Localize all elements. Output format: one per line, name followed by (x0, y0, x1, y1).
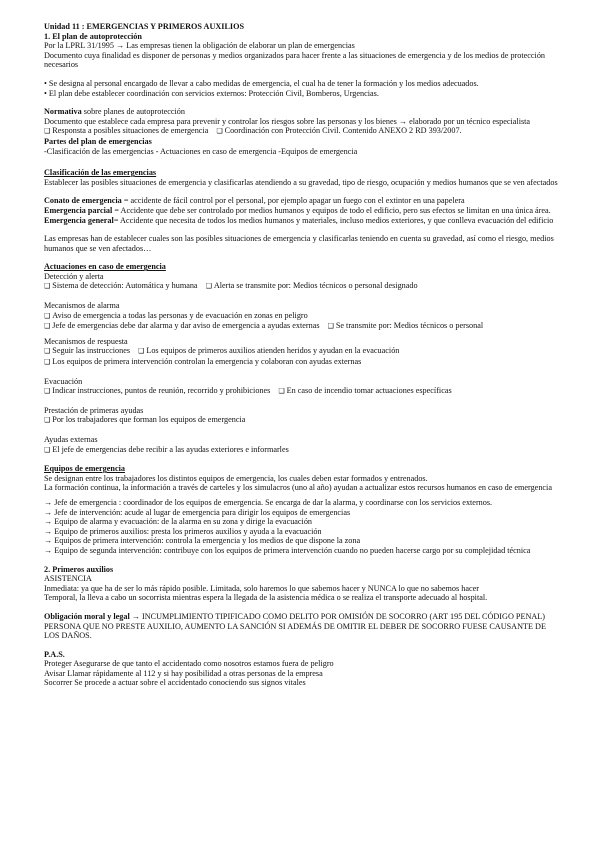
parcial-line (44, 206, 560, 216)
normativa-line-1: Documento que establece cada empresa para prevenir y controlar los riesgos sobre las personas y los bienes → elaborado por un técnico especialista (44, 116, 531, 126)
clasificacion-line-1: Establecer las posibles situaciones de emergencia y clasificarlas atendiendo a su gravedad, tipo de riesgo, ocupación y medios humanos que se ven afectados (44, 177, 558, 187)
obligacion-line (44, 612, 560, 641)
ayudas-box-1: ❑ El jefe de emergencias debe recibir a las ayudas exteriores e informarles (44, 445, 560, 456)
actuaciones-heading: Actuaciones en caso de emergencia (44, 262, 166, 272)
normativa-rest: sobre planes de autoprotección (81, 107, 185, 117)
normativa-box-2: ❑ Coordinación con Protección Civil. Contenido ANEXO 2 RD 393/2007. (216, 126, 461, 135)
deteccion-box-1: ❑ Sistema de detección: Automática y humana (44, 281, 198, 290)
equipos-item: → Jefe de intervención: acude al lugar de emergencia para dirigir los equipos de emergencias (44, 507, 351, 517)
respuesta-box-2: ❑ Los equipos de primeros auxilios atienden heridos y ayudan en la evacuación (138, 346, 399, 355)
evacuacion-box-2: ❑ En caso de incendio tomar actuaciones específicas (278, 386, 451, 395)
s1-line-1: Por la LPRL 31/1995 → Las empresas tienen la obligación de elaborar un plan de emergencias (44, 41, 355, 51)
obligacion-text: → INCUMPLIMIENTO TIPIFICADO COMO DELITO POR OMISIÓN DE SOCORRO (ART 195 DEL CÓDIGO PENAL) PERSONA QUE NO PRESTE AUXILIO, AUMENTO LA SANCIÓN SI ADEMÁS DE OMITIR EL DEBER DE SOCORRO FUESE CAUSANTE DE LOS DAÑOS. (44, 611, 546, 641)
evacuacion-box-1: ❑ Indicar instrucciones, puntos de reunión, recorrido y prohibiciones (44, 386, 270, 395)
parcial-text: = Accidente que debe ser controlado por medios humanos y equipos de todo el edificio, pero sus efectos se limitan en una única área. (112, 205, 551, 215)
pas-heading: P.A.S. (44, 649, 65, 659)
equipos-line-2: La formación continua, la información a través de carteles y los simulacros (uno al año) ayudan a actualizar estos recursos humanos en caso de emergencia (44, 483, 552, 493)
alarma-boxes (44, 321, 560, 332)
evacuacion-title: Evacuación (44, 376, 83, 386)
prestacion-title: Prestación de primeras ayudas (44, 405, 144, 415)
pas-line-2: Avisar Llamar rápidamente al 112 y si hay posibilidad a otras personas de la empresa (44, 668, 323, 678)
parcial-label: Emergencia parcial (44, 205, 113, 215)
clasificacion-heading: Clasificación de las emergencias (44, 168, 157, 178)
conato-text: = accidente de fácil control por el personal, por ejemplo apagar un fuego con el extintor en una papelera (121, 196, 465, 206)
obligacion-label: Obligación moral y legal (44, 611, 130, 621)
normativa-box-1: ❑ Responsta a posibles situaciones de emergencia (44, 126, 208, 135)
alarma-box-1: ❑ Aviso de emergencia a todas las personas y de evacuación en zonas en peligro (44, 311, 560, 322)
deteccion-title: Detección y alerta (44, 271, 104, 281)
pas-line-1: Proteger Asegurarse de que tanto el accidentado como nosotros estamos fuera de peligro (44, 659, 334, 669)
s2-line-2: Temporal, la lleva a cabo un socorrista mientras espera la llegada de la asistencia médica o se realiza el transporte adecuado al hospital. (44, 593, 488, 603)
respuesta-title: Mecanismos de respuesta (44, 336, 128, 346)
partes-items: -Clasificación de las emergencias - Actuaciones en caso de emergencia -Equipos de emergencia (44, 146, 358, 156)
ayudas-title: Ayudas externas (44, 435, 98, 444)
alarma-box-3: ❑ Se transmite por: Medios técnicos o personal (328, 321, 484, 330)
respuesta-box-1: ❑ Seguir las instrucciones (44, 346, 130, 355)
deteccion-boxes (44, 281, 560, 292)
respuesta-boxes (44, 346, 560, 357)
equipos-line-1: Se designan entre los trabajadores los distintos equipos de emergencia, los cuales deben estar formados y entrenados. (44, 473, 428, 483)
equipos-heading: Equipos de emergencia (44, 464, 125, 474)
partes-heading: Partes del plan de emergencias (44, 136, 152, 146)
pas-line-3: Socorrer Se procede a actuar sobre el accidentado conociendo sus signos vitales (44, 678, 306, 688)
normativa-heading (44, 107, 560, 117)
prestacion-box-1: ❑ Por los trabajadores que forman los equipos de emergencia (44, 415, 560, 426)
deteccion-box-2: ❑ Alerta se transmite por: Medios técnicos o personal designado (206, 281, 418, 290)
s1-line-2: Documento cuya finalidad es disponer de personas y medios organizados para hacer frente a las situaciones de emergencia y de los medios de protección necesarios (44, 50, 546, 70)
general-text: = Accidente que necesita de todos los medios humanos y materiales, incluso medios exteriores, y que conlleva evacuación del edificio (113, 215, 554, 225)
equipos-item: → Jefe de emergencia : coordinador de los equipos de emergencia. Se encarga de dar la alarma, y coordinarse con los servicios externos. (44, 497, 493, 507)
normativa-boxes (44, 126, 560, 137)
document-title: Unidad 11 : EMERGENCIAS Y PRIMEROS AUXILIOS (44, 22, 245, 31)
equipos-item: → Equipo de segunda intervención: contribuye con los equipos de primera intervención cuando no pueden hacerse cargo por su complejidad técnica (44, 545, 531, 555)
clasificacion-line-2: Las empresas han de establecer cuales son las posibles situaciones de emergencia y clasificarlas teniendo en cuenta su gravedad, así como el riesgo, medios humanos que se ven afectados… (44, 234, 554, 253)
s1-bullet-1: • Se designa al personal encargado de llevar a cabo medidas de emergencia, el cual ha de tener la formación y los medios adecuados. (44, 78, 479, 88)
section-2-heading: 2. Primeros auxilios (44, 564, 114, 574)
general-label: Emergencia general (44, 215, 114, 225)
s1-bullet-2: • El plan debe establecer coordinación con servicios externos: Protección Civil, Bomberos, Urgencias. (44, 88, 379, 98)
alarma-title: Mecanismos de alarma (44, 301, 120, 311)
general-line (44, 216, 560, 226)
section-1-heading: 1. El plan de autoprotección (44, 31, 142, 41)
equipos-item: → Equipo de alarma y evacuación: de la alarma en su zona y dirige la evacuación (44, 517, 313, 527)
evacuacion-boxes (44, 386, 560, 397)
equipos-item: → Equipo de primeros auxilios: presta los primeros auxilios y ayuda a la evacuación (44, 526, 322, 536)
conato-line (44, 196, 560, 206)
normativa-label: Normativa (44, 107, 82, 117)
alarma-box-2: ❑ Jefe de emergencias debe dar alarma y dar aviso de emergencia a ayudas externas (44, 321, 320, 330)
s2-line-1: Inmediata: ya que ha de ser lo más rápido posible. Limitada, solo haremos lo que sabemos hacer y NUNCA lo que no sabemos hacer (44, 583, 479, 593)
conato-label: Conato de emergencia (44, 196, 122, 206)
respuesta-box-3: ❑ Los equipos de primera intervención controlan la emergencia y colaboran con ayudas externas (44, 357, 560, 368)
equipos-item: → Equipos de primera intervención: controla la emergencia y los medios de que dispone la zona (44, 536, 361, 546)
asistencia-label: ASISTENCIA (44, 574, 92, 584)
